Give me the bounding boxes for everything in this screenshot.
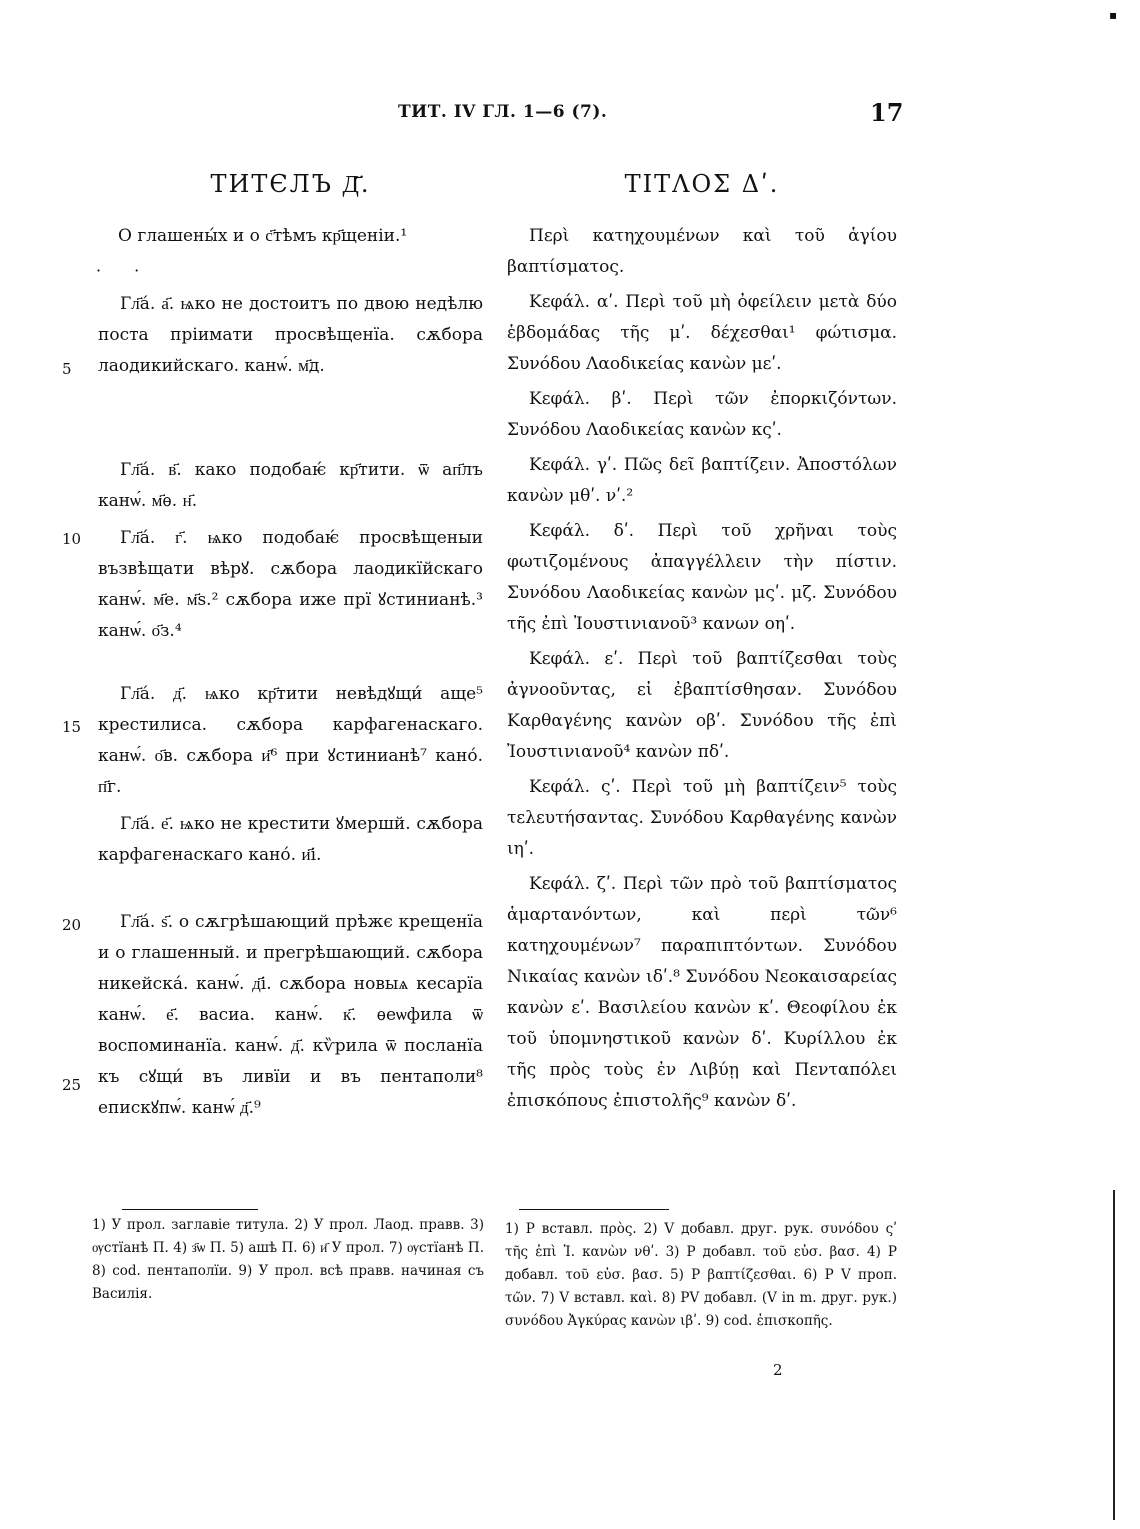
slavonic-chapter-3: Гл҃а́. г҃. ѩко подобаѥ́ просвѣщеныи възвѣщати вѣрꙋ. сѫбора лаодикїйскаго канѡ́. м҃е. м҃ѕ.² сѫбора иже прї ꙋстинианѣ.³ канѡ́. о҃з.⁴ <box>98 528 483 641</box>
greek-title: ΤΙΤΛΟΣ Δʹ. <box>624 170 780 198</box>
slavonic-chapter-1: Гл҃а́. а҃. ѩко не достоитъ по двою недѣлю поста пріимати просвѣщенїа. сѫбора лаодикийскаго. канѡ́. м҃д. <box>98 294 483 376</box>
footnotes-greek: 1) P вставл. πρὸς. 2) V добавл. друг. рук. συνόδου ςʹ τῆς ἐπὶ Ἰ. κανὼν νθʹ. 3) P добавл. τοῦ εὐσ. βασ. 4) P добавл. τοῦ εὐσ. βασ. 5) P βαπτίζεσθαι. 6) P V проп. τῶν. 7) V вставл. καὶ. 8) PV добавл. (V in m. друг. рук.) συνόδου Ἀγκύρας κανὼν ιβʹ. 9) cod. ἐπισκοπῆς. <box>505 1221 897 1329</box>
corner-mark: ▪ <box>1109 8 1118 22</box>
page-number: 17 <box>870 98 904 127</box>
page-edge-line <box>1113 1190 1115 1520</box>
slavonic-chapter-2: Гл҃а́. в҃. како подобаѥ́ кр҃тити. ѿ ап҃лъ канѡ́. м҃ѳ. н҃. <box>98 460 483 511</box>
slavonic-chapter-4: Гл҃а́. д҃. ѩко кр҃тити невѣдꙋщи́ аще⁵ крестилиса. сѫбора карфагенаскаго. канѡ́. о҃в. сѫбора и҃⁶ при ꙋстинианѣ⁷ кано́. п҃г. <box>98 684 483 797</box>
page-header <box>0 98 1140 132</box>
greek-column <box>507 165 897 1121</box>
greek-chapter-5: Κεφάλ. εʹ. Περὶ τοῦ βαπτίζεσθαι τοὺς ἀγνοοῦντας, εἰ ἐβαπτίσθησαν. Συνόδου Καρθαγένης κανὼν οβʹ. Συνόδου τῆς ἐπὶ Ἰουστινιανοῦ⁴ κανὼν πδʹ. <box>507 649 897 762</box>
slavonic-title: ТИТЄЛЪ Д҃. <box>210 170 371 198</box>
signature-mark: 2 <box>773 1361 783 1379</box>
greek-subtitle: Περὶ κατηχουμένων καὶ τοῦ ἁγίου βαπτίσματος. <box>507 226 897 277</box>
line-number-10: 10 <box>62 530 82 548</box>
greek-chapter-7: Κεφάλ. ζʹ. Περὶ τῶν πρὸ τοῦ βαπτίσματος ἁμαρτανόντων, καὶ περὶ τῶν⁶ κατηχουμένων⁷ παραπιπτόντων. Συνόδου Νικαίας κανὼν ιδʹ.⁸ Συνόδου Νεοκαισαρείας κανὼν εʹ. Βασιλείου κανὼν κʹ. Θεοφίλου ἐκ τοῦ ὑπομνηστικοῦ κανὼν δʹ. Κυρίλλου ἐκ τῆς πρὸς τοὺς ἐν Λιβύῃ καὶ Πενταπόλει ἐπισκόπους ἐπιστολῆς⁹ κανὼν δʹ. <box>507 874 897 1111</box>
footnote-rule-left <box>122 1209 258 1210</box>
line-number-25: 25 <box>62 1076 82 1094</box>
running-head: ТИТ. IV ГЛ. 1—6 (7). <box>398 102 608 122</box>
line-number-5: 5 <box>62 360 72 378</box>
greek-chapter-6: Κεφάλ. ςʹ. Περὶ τοῦ μὴ βαπτίζειν⁵ τοὺς τελευτήσαντας. Συνόδου Καρθαγένης κανὼν ιηʹ. <box>507 777 897 859</box>
decorative-dots: · · <box>96 261 154 280</box>
slavonic-chapter-6: Гл҃а́. ѕ҃. о сѫгрѣшающий прѣжє крещенїа и о глашенный. и прегрѣшающий. сѫбора никейска́. канѡ́. д҃і. сѫбора новыѧ кесарїа канѡ́. е҃. васиа. канѡ́. к҃. ѳеѡфила ѿ воспоминанїа. канѡ́. д҃. кѷрила ѿ посланїа къ сꙋщи́ въ ливїи и въ пентаполи⁸ епискꙋпѡ́. канѡ́ д҃.⁹ <box>98 912 483 1118</box>
footnote-rule-right <box>519 1209 669 1210</box>
greek-chapter-1: Κεφάλ. αʹ. Περὶ τοῦ μὴ ὀφείλειν μετὰ δύο ἑβδομάδας τῆς μʹ. δέχεσθαι¹ φώτισμα. Συνόδου Λαοδικείας κανὼν μεʹ. <box>507 292 897 374</box>
greek-chapter-2: Κεφάλ. βʹ. Περὶ τῶν ἐπορκιζόντων. Συνόδου Λαοδικείας κανὼν κςʹ. <box>507 389 897 440</box>
greek-chapter-4: Κεφάλ. δʹ. Περὶ τοῦ χρῆναι τοὺς φωτιζομένους ἀπαγγέλλειν τὴν πίστιν. Συνόδου Λαοδικείας κανὼν μςʹ. μζ. Συνόδου τῆς ἐπὶ Ἰουστινιανοῦ³ κανων οηʹ. <box>507 521 897 634</box>
slavonic-column <box>96 165 483 1118</box>
slavonic-chapter-5: Гл҃а́. е҃. ѩко не крестити ꙋмершй. сѫбора карфагенаскаго кано́. и҃і. <box>98 814 483 865</box>
line-number-20: 20 <box>62 916 82 934</box>
slavonic-subtitle: О глашены́х и о с҃тѣмъ кр҃щеніи.¹ <box>118 226 408 246</box>
line-number-15: 15 <box>62 718 82 736</box>
footnotes-slavonic: 1) У прол. заглавіе титула. 2) У прол. Лаод. правв. 3) ѹстїанѣ П. 4) з҃ѡ П. 5) ашѣ П. 6) и҃ У прол. 7) ѹстїанѣ П. 8) cod. пентаполїи. 9) У прол. всѣ правв. начиная съ Василія. <box>92 1217 484 1302</box>
greek-chapter-3: Κεφάλ. γʹ. Πῶς δεῖ βαπτίζειν. Ἀποστόλων κανὼν μθʹ. νʹ.² <box>507 455 897 506</box>
